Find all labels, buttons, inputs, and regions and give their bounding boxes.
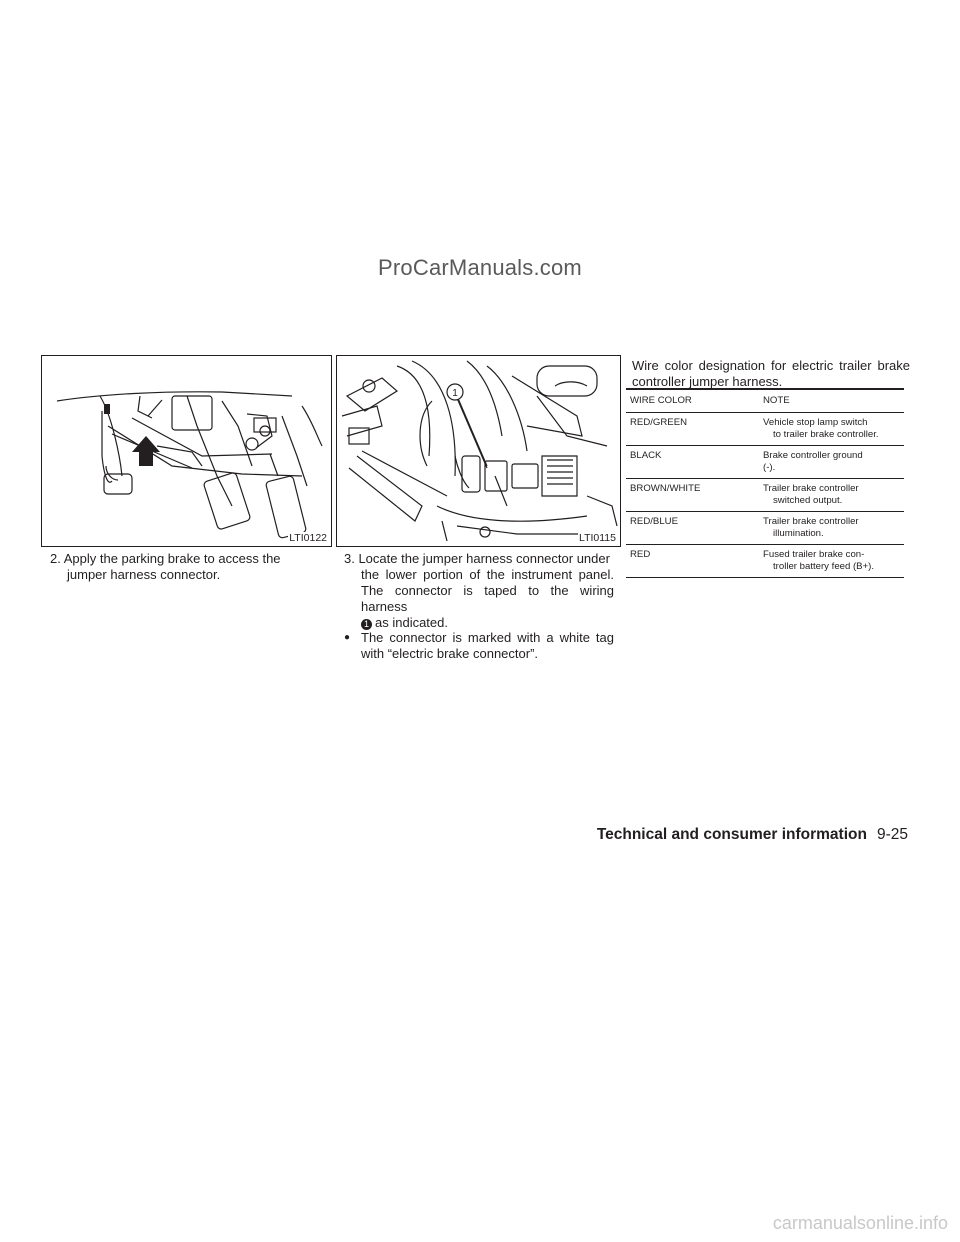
wire-color-table xyxy=(626,388,904,578)
step-2-text xyxy=(50,551,324,583)
table-header-row xyxy=(626,389,904,413)
site-watermark: ProCarManuals.com xyxy=(378,255,582,280)
figure-code: LTI0122 xyxy=(289,532,327,544)
note-line2: switched output. xyxy=(773,495,843,506)
note-line1: Trailer brake controller xyxy=(763,483,859,494)
wire-color-intro: Wire color designation for electric trailer brake controller jumper harness. xyxy=(632,358,910,389)
note-cell xyxy=(759,479,904,512)
page-number: 9-25 xyxy=(876,826,908,843)
note-cell xyxy=(759,413,904,446)
step-2-line1: 2. Apply the parking brake to access the xyxy=(50,551,281,566)
table-row xyxy=(626,413,904,446)
step-3-body-text: the lower portion of the instrument panel. The connector is taped to the wiring harness xyxy=(361,567,614,614)
note-line1: Fused trailer brake con- xyxy=(763,549,865,560)
table-row xyxy=(626,446,904,479)
table-row xyxy=(626,512,904,545)
step-2-line2: jumper harness connector. xyxy=(67,567,221,582)
bullet-text: The connector is marked with a white tag with “electric brake connector”. xyxy=(361,630,614,661)
bottom-watermark: carmanualsonline.info xyxy=(772,1213,948,1233)
wire-color-cell: BLACK xyxy=(626,446,759,479)
pedal-illustration xyxy=(42,356,332,547)
note-cell xyxy=(759,446,904,479)
header-note: NOTE xyxy=(759,389,904,413)
step-3-body xyxy=(344,567,614,631)
wire-color-cell: RED/GREEN xyxy=(626,413,759,446)
step-3-line1: 3. Locate the jumper harness connector under xyxy=(344,551,610,566)
wire-color-cell: RED xyxy=(626,545,759,578)
note-line2: troller battery feed (B+). xyxy=(773,561,875,572)
section-title: Technical and consumer information xyxy=(596,826,867,843)
harness-illustration xyxy=(337,356,621,547)
callout-ref-icon: 1 xyxy=(361,619,372,630)
note-line1: Brake controller ground xyxy=(763,450,863,461)
figure-code: LTI0115 xyxy=(579,532,616,544)
harness-connector-figure xyxy=(336,355,621,547)
page-footer xyxy=(597,826,908,844)
note-line2: (-). xyxy=(763,462,776,473)
note-line2: illumination. xyxy=(773,528,824,539)
note-line1: Trailer brake controller xyxy=(763,516,859,527)
step-3-text xyxy=(344,551,614,631)
parking-brake-figure xyxy=(41,355,332,547)
wire-color-cell: BROWN/WHITE xyxy=(626,479,759,512)
connector-note-bullet xyxy=(344,630,614,662)
header-wire-color: WIRE COLOR xyxy=(626,389,759,413)
note-cell xyxy=(759,512,904,545)
note-line2: to trailer brake controller. xyxy=(773,429,879,440)
wire-color-cell: RED/BLUE xyxy=(626,512,759,545)
bullet-icon: ● xyxy=(344,632,351,643)
note-line1: Vehicle stop lamp switch xyxy=(763,417,868,428)
note-cell xyxy=(759,545,904,578)
table-row xyxy=(626,479,904,512)
callout-number: 1 xyxy=(452,388,458,399)
step-3-end: as indicated. xyxy=(375,615,448,630)
table-row xyxy=(626,545,904,578)
